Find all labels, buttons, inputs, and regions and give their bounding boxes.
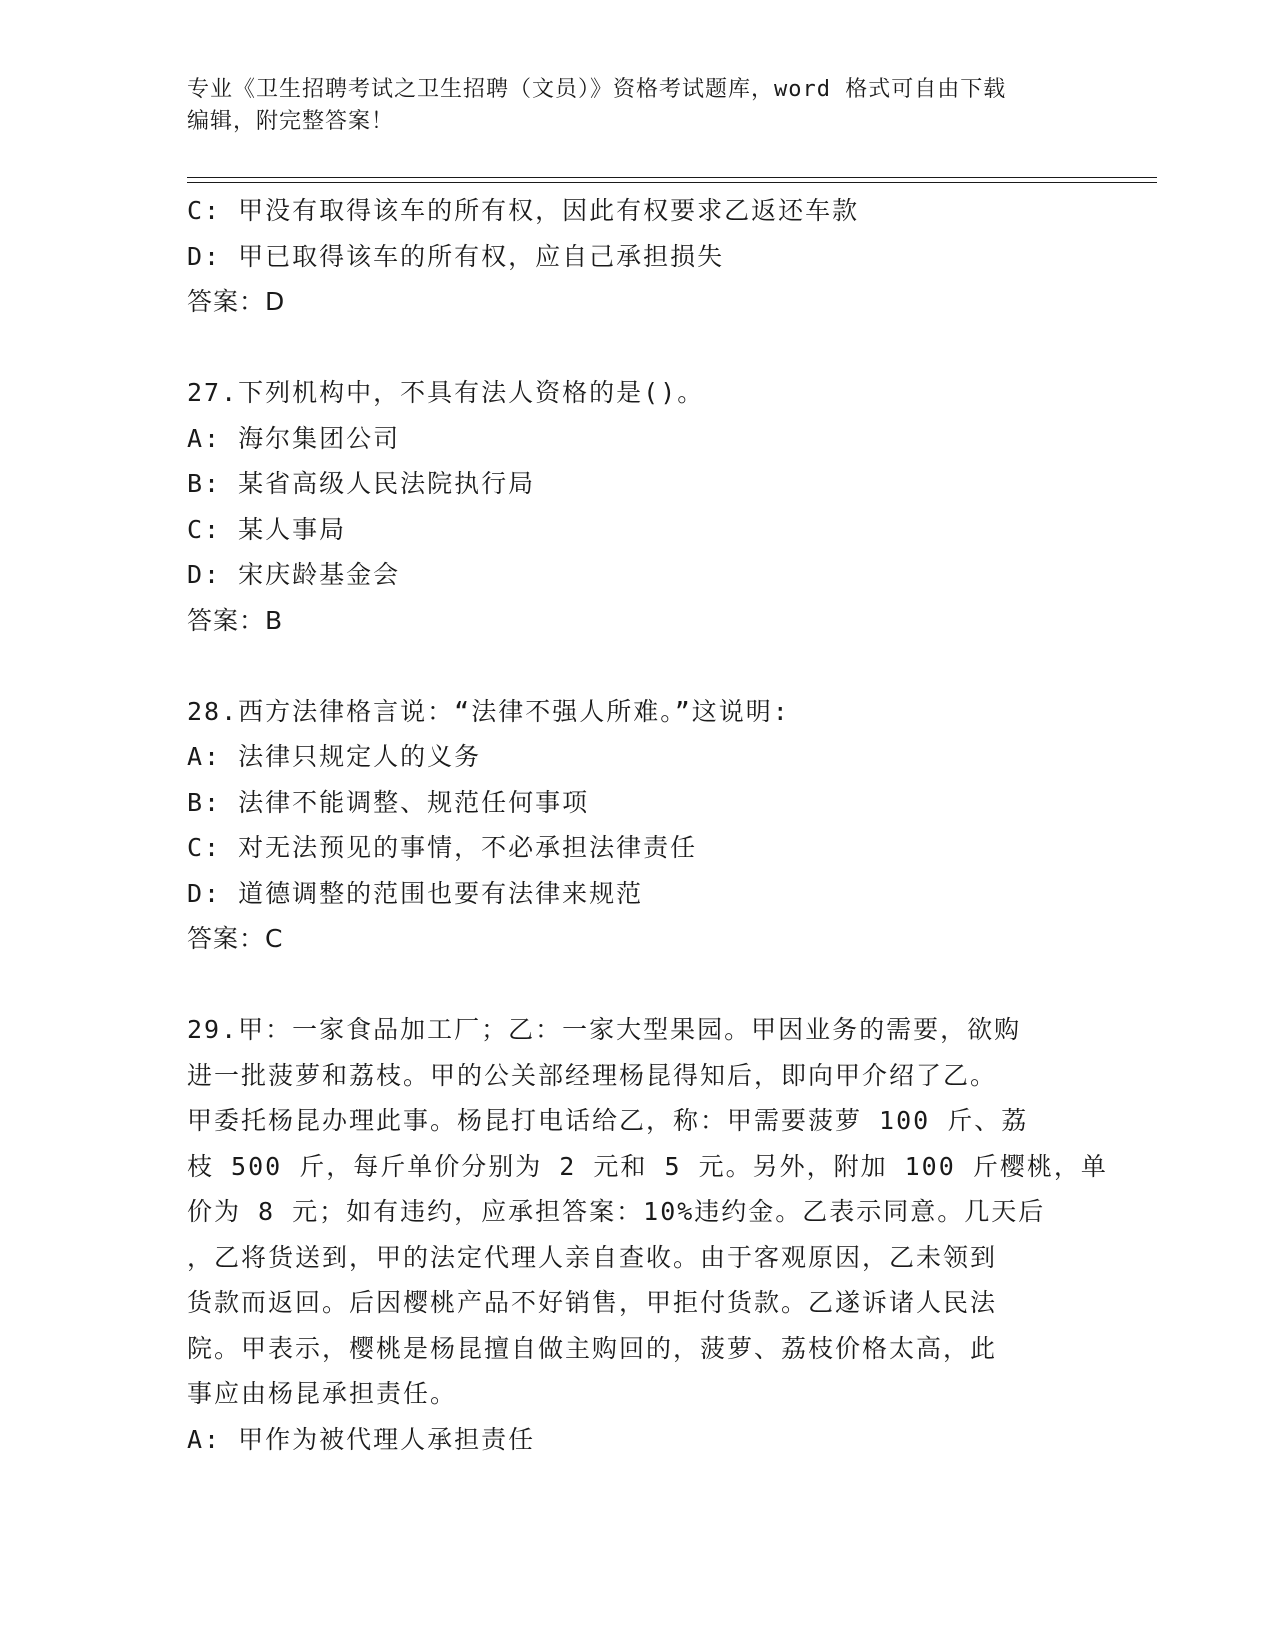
question-27 [187,370,1087,643]
question-stem: 28.西方法律格言说：“法律不强人所难。”这说明: [187,696,790,726]
document-header [187,74,1087,138]
question-stem-line: 货款而返回。后因樱桃产品不好销售，甲拒付货款。乙遂诉诸人民法 [187,1288,998,1317]
question-stem-line: 事应由杨昆承担责任。 [187,1379,458,1408]
option-b: B: 法律不能调整、规范任何事项 [187,787,590,817]
option-a: A: 海尔集团公司 [187,423,401,453]
question-stem-line: 29.甲：一家食品加工厂；乙：一家大型果园。甲因业务的需要，欲购 [187,1015,1022,1044]
header-divider-top [187,177,1157,178]
question-stem-line: 枝 500 斤，每斤单价分别为 2 元和 5 元。另外，附加 100 斤樱桃，单 [187,1151,1108,1181]
option-d: D: 道德调整的范围也要有法律来规范 [187,878,644,908]
answer-line: 答案：D [187,287,286,316]
question-spacer [187,962,1087,1008]
answer-line: 答案：C [187,924,284,953]
question-stem-line: 价为 8 元；如有违约，应承担答案：10%违约金。乙表示同意。几天后 [187,1197,1046,1226]
question-29 [187,1007,1108,1462]
answer-line: 答案：B [187,605,284,635]
document-body [187,188,1108,1462]
option-c: C: 某人事局 [187,514,347,544]
header-line-2: 编辑，附完整答案！ [187,109,395,134]
question-28 [187,689,1087,962]
question-stem-line: 进一批菠萝和荔枝。甲的公关部经理杨昆得知后，即向甲介绍了乙。 [187,1060,998,1090]
question-stem-line: 甲委托杨昆办理此事。杨昆打电话给乙，称：甲需要菠萝 100 斤、荔 [187,1106,1029,1135]
option-b: B: 某省高级人民法院执行局 [187,469,536,498]
option-d: D: 甲已取得该车的所有权，应自己承担损失 [187,241,725,271]
question-stem-line: 院。甲表示，樱桃是杨昆擅自做主购回的，菠萝、荔枝价格太高，此 [187,1333,998,1363]
option-c: C: 对无法预见的事情，不必承担法律责任 [187,833,698,862]
option-c: C: 甲没有取得该车的所有权，因此有权要求乙返还车款 [187,196,860,225]
question-spacer [187,325,1087,371]
prev-question-block [187,188,1087,325]
option-a: A: 法律只规定人的义务 [187,742,482,771]
option-d: D: 宋庆龄基金会 [187,560,401,589]
header-line-1: 专业《卫生招聘考试之卫生招聘（文员）》资格考试题库，word 格式可自由下载 [187,77,1007,102]
header-divider-bottom [187,182,1157,183]
option-a: A: 甲作为被代理人承担责任 [187,1424,536,1454]
question-spacer [187,643,1087,689]
question-stem-line: ，乙将货送到，甲的法定代理人亲自查收。由于客观原因，乙未领到 [187,1242,998,1272]
question-stem: 27.下列机构中，不具有法人资格的是()。 [187,378,705,407]
